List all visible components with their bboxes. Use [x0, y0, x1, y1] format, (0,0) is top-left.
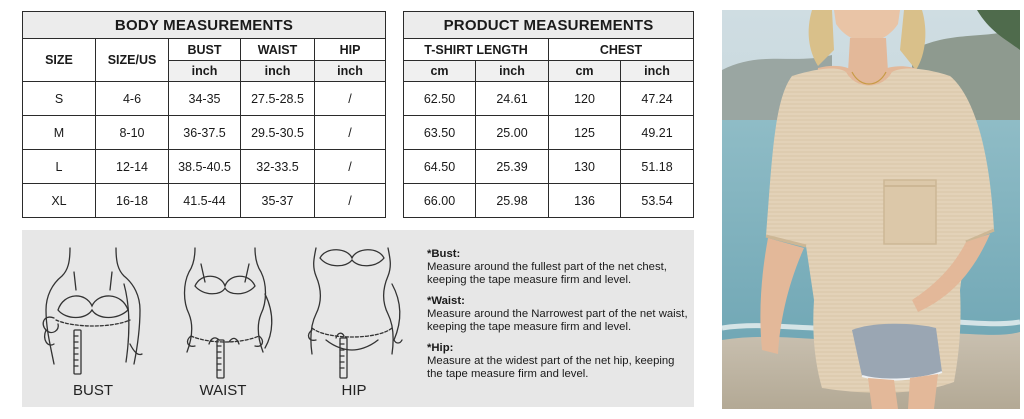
cell: 38.5-40.5 [169, 150, 241, 184]
model-knit-top-photo-icon [722, 10, 1020, 409]
header-hip: HIP [315, 39, 386, 61]
cell: 32-33.5 [241, 150, 315, 184]
cell: / [315, 116, 386, 150]
cell: M [23, 116, 96, 150]
body-measurements-table [22, 11, 386, 218]
table-row [404, 116, 694, 150]
table-row [404, 150, 694, 184]
bust-figure-label: BUST [72, 382, 113, 399]
cell: L [23, 150, 96, 184]
cell: 41.5-44 [169, 184, 241, 218]
cell: 24.61 [476, 82, 549, 116]
cell: 29.5-30.5 [241, 116, 315, 150]
table-row [404, 184, 694, 218]
header-chest: CHEST [549, 39, 694, 61]
cell: 27.5-28.5 [241, 82, 315, 116]
bust-note [427, 248, 692, 287]
note-title: *Hip: [427, 342, 454, 354]
cell: 35-37 [241, 184, 315, 218]
cell: 49.21 [621, 116, 694, 150]
cell: 62.50 [404, 82, 476, 116]
unit-length-inch: inch [476, 61, 549, 82]
table-row [23, 184, 386, 218]
cell: / [315, 82, 386, 116]
header-size: SIZE [23, 39, 96, 82]
header-bust: BUST [169, 39, 241, 61]
table-row [23, 116, 386, 150]
unit-chest-cm: cm [549, 61, 621, 82]
note-text: Measure around the fullest part of the net chest, keeping the tape measure firm and level. [427, 261, 667, 286]
cell: 25.39 [476, 150, 549, 184]
unit-waist: inch [241, 61, 315, 82]
note-text: Measure around the Narrowest part of the net waist, keeping the tape measure firm and level. [427, 308, 688, 333]
header-waist: WAIST [241, 39, 315, 61]
cell: 36-37.5 [169, 116, 241, 150]
bust-measure-figure-icon [34, 244, 152, 382]
hip-measure-figure-icon [296, 244, 414, 382]
table-row [23, 82, 386, 116]
body-table-title: BODY MEASUREMENTS [23, 12, 386, 39]
cell: 12-14 [96, 150, 169, 184]
note-text: Measure at the widest part of the net hip, keeping the tape measure firm and level. [427, 355, 675, 380]
cell: 64.50 [404, 150, 476, 184]
hip-figure-label: HIP [341, 382, 367, 399]
note-title: *Waist: [427, 295, 465, 307]
cell: 47.24 [621, 82, 694, 116]
cell: 16-18 [96, 184, 169, 218]
waist-measure-figure-icon [165, 244, 283, 382]
table-row [404, 82, 694, 116]
cell: 25.00 [476, 116, 549, 150]
cell: 51.18 [621, 150, 694, 184]
header-size-us: SIZE/US [96, 39, 169, 82]
header-tshirt-length: T-SHIRT LENGTH [404, 39, 549, 61]
cell: 25.98 [476, 184, 549, 218]
cell: 66.00 [404, 184, 476, 218]
table-row [23, 150, 386, 184]
cell: 136 [549, 184, 621, 218]
cell: 125 [549, 116, 621, 150]
cell: 63.50 [404, 116, 476, 150]
measurement-guide [22, 230, 694, 407]
cell: 34-35 [169, 82, 241, 116]
unit-hip: inch [315, 61, 386, 82]
product-measurements-table [403, 11, 694, 218]
cell: / [315, 150, 386, 184]
hip-note [427, 342, 692, 381]
unit-bust: inch [169, 61, 241, 82]
unit-chest-inch: inch [621, 61, 694, 82]
unit-length-cm: cm [404, 61, 476, 82]
cell: 120 [549, 82, 621, 116]
product-photo [722, 10, 1020, 409]
note-title: *Bust: [427, 248, 461, 260]
cell: / [315, 184, 386, 218]
cell: 4-6 [96, 82, 169, 116]
waist-note [427, 295, 692, 334]
cell: XL [23, 184, 96, 218]
cell: S [23, 82, 96, 116]
cell: 8-10 [96, 116, 169, 150]
measurement-notes [427, 248, 692, 389]
cell: 130 [549, 150, 621, 184]
cell: 53.54 [621, 184, 694, 218]
waist-figure-label: WAIST [199, 382, 247, 399]
product-table-title: PRODUCT MEASUREMENTS [404, 12, 694, 39]
